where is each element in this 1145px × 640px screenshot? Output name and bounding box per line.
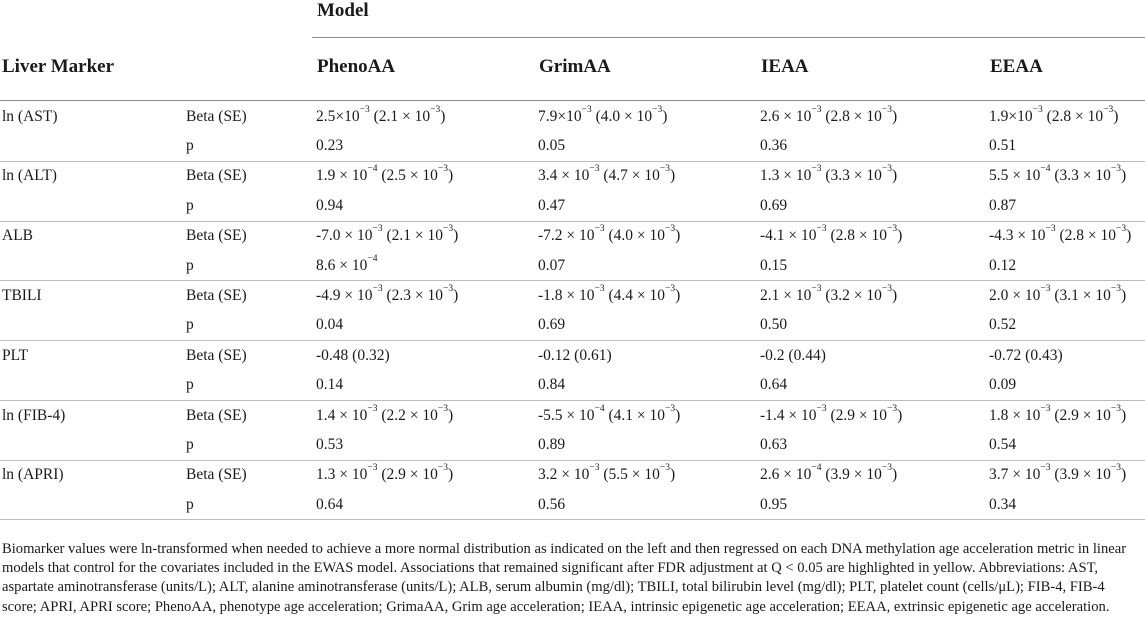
value-se: (2.1 × 10: [382, 227, 444, 245]
value-cell-phenoaa: [316, 161, 538, 191]
value-se: (2.8 × 10: [826, 227, 888, 245]
value-base: -7.2 × 10: [538, 227, 595, 245]
value-base: 7.9×10: [538, 107, 582, 125]
value-close: ): [448, 466, 454, 484]
table-footnote: [2, 540, 1142, 617]
value-exponent: −4: [367, 253, 378, 264]
value-base: 0.56: [538, 495, 566, 513]
col-header-ieaa: IEAA: [761, 56, 809, 77]
value-se-exponent: −3: [437, 403, 448, 414]
value-cell-ieaa: [760, 102, 989, 131]
value-cell-grimaa: [538, 191, 760, 221]
liver-marker-cell: [0, 191, 186, 221]
value-base: 0.07: [538, 256, 566, 274]
value-se: (4.1 × 10: [604, 406, 666, 424]
beta-se-row: [0, 400, 1145, 430]
liver-marker-cell: ln (ALT): [2, 167, 57, 185]
beta-se-row: [0, 341, 1145, 371]
value-se-exponent: −3: [443, 224, 454, 235]
value-cell-grimaa: [538, 490, 760, 520]
value-base: 0.52: [989, 316, 1017, 334]
value-cell-eeaa: [989, 102, 1145, 131]
value-exponent: −3: [367, 463, 378, 474]
value-close: ): [453, 287, 459, 305]
value-base: 0.89: [538, 435, 566, 453]
statistic-cell: Beta (SE): [186, 346, 247, 364]
value-base: 0.12: [989, 256, 1017, 274]
value-se-exponent: −3: [659, 164, 670, 175]
value-cell-grimaa: [538, 311, 760, 341]
value-base: 0.04: [316, 316, 344, 334]
value-close: ): [675, 406, 681, 424]
value-cell-grimaa: [538, 460, 760, 490]
value-base: 0.53: [316, 435, 344, 453]
value-se-exponent: −3: [652, 104, 663, 115]
col-header-phenoaa: PhenoAA: [317, 56, 396, 77]
value-base: 0.34: [989, 495, 1017, 513]
liver-marker-cell: [0, 251, 186, 281]
value-base: 8.6 × 10: [316, 256, 368, 274]
value-exponent: −3: [811, 104, 822, 115]
value-cell-eeaa: [989, 251, 1145, 281]
value-exponent: −3: [816, 224, 827, 235]
p-value-row: [0, 430, 1145, 460]
value-close: ): [897, 227, 903, 245]
value-se: (3.2 × 10: [821, 287, 882, 305]
value-cell-eeaa: [989, 131, 1145, 161]
value-base: -4.9 × 10: [316, 287, 373, 305]
model-group-header: Model: [317, 0, 369, 21]
value-exponent: −3: [594, 284, 605, 295]
value-cell-grimaa: [538, 102, 760, 131]
p-value-row: [0, 311, 1145, 341]
value-cell-ieaa: [760, 191, 989, 221]
liver-marker-cell: ln (AST): [2, 107, 58, 125]
value-se: (2.5 × 10: [377, 167, 438, 185]
value-exponent: −4: [594, 403, 605, 414]
p-value-row: [0, 251, 1145, 281]
statistic-cell: Beta (SE): [186, 227, 247, 245]
value-cell-ieaa: [760, 400, 989, 430]
value-cell-grimaa: [538, 131, 760, 161]
statistic-cell: p: [186, 430, 316, 460]
results-table-body: [0, 102, 1145, 520]
value-base: 3.4 × 10: [538, 167, 590, 185]
value-se-exponent: −3: [887, 403, 898, 414]
value-exponent: −3: [589, 463, 600, 474]
statistic-cell: p: [186, 191, 316, 221]
value-se: (3.3 × 10: [821, 167, 882, 185]
value-base: 0.05: [538, 137, 566, 155]
value-close: ): [448, 167, 454, 185]
value-base: -5.5 × 10: [538, 406, 595, 424]
value-se: (2.9 × 10: [826, 406, 888, 424]
liver-marker-cell: PLT: [2, 346, 29, 364]
value-cell-ieaa: [760, 460, 989, 490]
p-value-row: [0, 131, 1145, 161]
value-se-exponent: −3: [881, 463, 892, 474]
value-cell-eeaa: [989, 281, 1145, 311]
value-close: ): [1113, 107, 1119, 125]
value-se-exponent: −3: [1116, 224, 1127, 235]
value-base: 0.09: [989, 376, 1017, 394]
value-base: 0.64: [316, 495, 344, 513]
value-cell-phenoaa: [316, 251, 538, 281]
value-cell-eeaa: [989, 490, 1145, 520]
value-exponent: −3: [367, 403, 378, 414]
value-base: -1.4 × 10: [760, 406, 817, 424]
statistic-cell: p: [186, 311, 316, 341]
liver-marker-cell: [0, 131, 186, 161]
value-exponent: −3: [359, 104, 370, 115]
footnote-micro-symbol: μ: [998, 579, 1007, 596]
value-se-exponent: −3: [1110, 284, 1121, 295]
value-close: ): [670, 466, 676, 484]
value-cell-ieaa: [760, 251, 989, 281]
value-close: ): [1121, 466, 1127, 484]
value-cell-eeaa: [989, 191, 1145, 221]
value-se: (2.1 × 10: [369, 107, 431, 125]
value-se-exponent: −3: [659, 463, 670, 474]
value-se: (4.0 × 10: [591, 107, 653, 125]
value-base: 2.1 × 10: [760, 287, 812, 305]
value-se: (3.9 × 10: [821, 466, 882, 484]
value-base: 0.14: [316, 376, 344, 394]
value-base: -1.8 × 10: [538, 287, 595, 305]
value-se-exponent: −3: [1103, 104, 1114, 115]
value-se: (3.3 × 10: [1050, 167, 1111, 185]
liver-marker-cell: ALB: [2, 227, 33, 245]
value-close: ): [892, 287, 898, 305]
value-base: 2.5×10: [316, 107, 360, 125]
value-base: 0.63: [760, 435, 788, 453]
value-close: ): [1121, 406, 1127, 424]
value-base: 0.69: [538, 316, 566, 334]
p-value-row: [0, 191, 1145, 221]
value-close: ): [892, 107, 898, 125]
value-base: 3.7 × 10: [989, 466, 1041, 484]
value-close: ): [448, 406, 454, 424]
value-base: 0.15: [760, 256, 788, 274]
beta-se-row: [0, 161, 1145, 191]
value-se-exponent: −3: [665, 403, 676, 414]
statistic-cell: Beta (SE): [186, 287, 247, 305]
value-cell-grimaa: [538, 251, 760, 281]
value-base: 1.4 × 10: [316, 406, 368, 424]
value-base: 1.9×10: [989, 107, 1033, 125]
value-cell-eeaa: [989, 161, 1145, 191]
value-se: (2.8 × 10: [1055, 227, 1117, 245]
value-cell-phenoaa: [316, 191, 538, 221]
value-se-exponent: −3: [430, 104, 441, 115]
value-cell-ieaa: [760, 341, 989, 371]
value-se: (2.2 × 10: [377, 406, 438, 424]
value-cell-phenoaa: [316, 131, 538, 161]
col-header-grimaa: GrimAA: [539, 56, 611, 77]
value-se-exponent: −3: [665, 224, 676, 235]
value-exponent: −3: [372, 284, 383, 295]
value-cell-ieaa: [760, 221, 989, 251]
value-se: (2.9 × 10: [377, 466, 438, 484]
value-close: ): [453, 227, 459, 245]
statistic-cell: p: [186, 251, 316, 281]
value-exponent: −3: [372, 224, 383, 235]
value-exponent: −3: [816, 403, 827, 414]
value-close: ): [675, 227, 681, 245]
statistic-cell: Beta (SE): [186, 107, 247, 125]
value-base: 0.23: [316, 137, 344, 155]
value-cell-eeaa: [989, 371, 1145, 401]
value-cell-eeaa: [989, 311, 1145, 341]
value-exponent: −3: [589, 164, 600, 175]
value-base: 0.54: [989, 435, 1017, 453]
value-se-exponent: −3: [881, 284, 892, 295]
value-cell-grimaa: [538, 161, 760, 191]
value-cell-grimaa: [538, 281, 760, 311]
value-exponent: −3: [1045, 224, 1056, 235]
value-exponent: −3: [581, 104, 592, 115]
footnote-text-part1: Biomarker values were ln-transformed when needed to achieve a more normal distribution as indicated on the left and then regressed on each DNA methylation age acceleration metric in linear models that control for the covariates included in the EWAS model. Associations that remained significant after FDR adjustment at Q < 0.05 are highlighted in yellow. Abbreviations: AST, aspartate aminotransferase (units/L); ALT, alanine aminotransferase (units/L); ALB, serum albumin (mg/dl); TBILI, total bilirubin level (mg/dl); PLT, platelet count (cells/: [2, 541, 1127, 596]
value-base: -0.2 (0.44): [760, 346, 826, 364]
value-cell-phenoaa: [316, 341, 538, 371]
results-table: [0, 102, 1145, 520]
liver-marker-cell: [0, 430, 186, 460]
value-cell-phenoaa: [316, 221, 538, 251]
value-se: (2.8 × 10: [1042, 107, 1104, 125]
value-se-exponent: −3: [1110, 463, 1121, 474]
value-exponent: −3: [1032, 104, 1043, 115]
value-exponent: −4: [811, 463, 822, 474]
value-cell-grimaa: [538, 371, 760, 401]
value-cell-eeaa: [989, 341, 1145, 371]
value-cell-grimaa: [538, 400, 760, 430]
value-cell-phenoaa: [316, 460, 538, 490]
value-cell-grimaa: [538, 221, 760, 251]
value-base: 0.94: [316, 196, 344, 214]
value-base: -0.12 (0.61): [538, 346, 612, 364]
value-base: 1.9 × 10: [316, 167, 368, 185]
value-cell-ieaa: [760, 311, 989, 341]
value-cell-phenoaa: [316, 371, 538, 401]
value-close: ): [670, 167, 676, 185]
value-cell-eeaa: [989, 400, 1145, 430]
value-se-exponent: −3: [881, 164, 892, 175]
value-base: 1.8 × 10: [989, 406, 1041, 424]
liver-marker-cell: [0, 311, 186, 341]
value-se-exponent: −3: [1110, 164, 1121, 175]
p-value-row: [0, 371, 1145, 401]
value-cell-grimaa: [538, 430, 760, 460]
liver-marker-cell: [0, 490, 186, 520]
value-close: ): [675, 287, 681, 305]
statistic-cell: Beta (SE): [186, 406, 247, 424]
value-se: (4.0 × 10: [604, 227, 666, 245]
value-cell-ieaa: [760, 371, 989, 401]
value-base: 0.64: [760, 376, 788, 394]
value-cell-eeaa: [989, 221, 1145, 251]
value-cell-ieaa: [760, 161, 989, 191]
value-base: -7.0 × 10: [316, 227, 373, 245]
value-se-exponent: −3: [887, 224, 898, 235]
value-cell-ieaa: [760, 490, 989, 520]
value-cell-phenoaa: [316, 102, 538, 131]
value-cell-eeaa: [989, 430, 1145, 460]
value-close: ): [892, 167, 898, 185]
value-cell-phenoaa: [316, 400, 538, 430]
col-header-eeaa: EEAA: [990, 56, 1043, 77]
value-se: (2.3 × 10: [382, 287, 444, 305]
footnote-text-part2: L); FIB-4, FIB-4 score; APRI, APRI score; PhenoAA, phenotype age acceleration; GrimaAA, Grim age acceleration; IEAA, intrinsic epigenetic age acceleration; EEAA, extrinsic epigenetic age acceleration.: [2, 579, 1110, 615]
value-cell-grimaa: [538, 341, 760, 371]
statistic-cell: p: [186, 490, 316, 520]
value-close: ): [897, 406, 903, 424]
value-base: 0.84: [538, 376, 566, 394]
value-base: -4.3 × 10: [989, 227, 1046, 245]
value-cell-phenoaa: [316, 430, 538, 460]
value-cell-ieaa: [760, 131, 989, 161]
value-exponent: −3: [811, 284, 822, 295]
value-base: 1.3 × 10: [316, 466, 368, 484]
value-cell-ieaa: [760, 430, 989, 460]
value-base: 2.0 × 10: [989, 287, 1041, 305]
header-bottom-rule: [0, 100, 1145, 101]
value-cell-eeaa: [989, 460, 1145, 490]
value-close: ): [1121, 287, 1127, 305]
value-exponent: −3: [1040, 463, 1051, 474]
value-base: 0.51: [989, 137, 1017, 155]
value-base: -0.48 (0.32): [316, 346, 390, 364]
value-base: 5.5 × 10: [989, 167, 1041, 185]
value-exponent: −3: [811, 164, 822, 175]
value-se: (4.4 × 10: [604, 287, 666, 305]
value-se: (2.9 × 10: [1050, 406, 1111, 424]
value-base: 2.6 × 10: [760, 107, 812, 125]
beta-se-row: [0, 460, 1145, 490]
value-se-exponent: −3: [443, 284, 454, 295]
beta-se-row: [0, 281, 1145, 311]
value-exponent: −3: [1040, 403, 1051, 414]
value-se-exponent: −3: [881, 104, 892, 115]
liver-marker-cell: ln (APRI): [2, 466, 64, 484]
row-header-liver-marker: Liver Marker: [2, 56, 115, 77]
beta-se-row: [0, 102, 1145, 131]
value-base: 0.36: [760, 137, 788, 155]
value-se-exponent: −3: [665, 284, 676, 295]
value-close: ): [662, 107, 668, 125]
value-close: ): [1126, 227, 1132, 245]
value-se-exponent: −3: [437, 463, 448, 474]
beta-se-row: [0, 221, 1145, 251]
value-se: (3.9 × 10: [1050, 466, 1111, 484]
value-base: 0.69: [760, 196, 788, 214]
value-base: 2.6 × 10: [760, 466, 812, 484]
value-close: ): [892, 466, 898, 484]
value-exponent: −4: [367, 164, 378, 175]
value-se: (3.1 × 10: [1050, 287, 1111, 305]
p-value-row: [0, 490, 1145, 520]
value-se: (2.8 × 10: [821, 107, 882, 125]
value-cell-phenoaa: [316, 490, 538, 520]
value-base: 1.3 × 10: [760, 167, 812, 185]
value-close: ): [1121, 167, 1127, 185]
model-group-rule: [312, 37, 1145, 38]
value-base: 0.50: [760, 316, 788, 334]
value-cell-ieaa: [760, 281, 989, 311]
value-base: -4.1 × 10: [760, 227, 817, 245]
value-base: -0.72 (0.43): [989, 346, 1063, 364]
statistic-cell: p: [186, 131, 316, 161]
value-se: (5.5 × 10: [599, 466, 660, 484]
value-base: 0.95: [760, 495, 788, 513]
statistic-cell: p: [186, 371, 316, 401]
value-base: 0.87: [989, 196, 1017, 214]
liver-marker-cell: ln (FIB-4): [2, 406, 66, 424]
value-base: 3.2 × 10: [538, 466, 590, 484]
value-cell-phenoaa: [316, 311, 538, 341]
value-base: 0.47: [538, 196, 566, 214]
value-close: ): [440, 107, 446, 125]
value-se-exponent: −3: [437, 164, 448, 175]
statistic-cell: Beta (SE): [186, 466, 247, 484]
value-cell-phenoaa: [316, 281, 538, 311]
liver-marker-cell: TBILI: [2, 287, 42, 305]
value-exponent: −3: [594, 224, 605, 235]
value-se: (4.7 × 10: [599, 167, 660, 185]
value-exponent: −4: [1040, 164, 1051, 175]
liver-marker-cell: [0, 371, 186, 401]
statistic-cell: Beta (SE): [186, 167, 247, 185]
value-se-exponent: −3: [1110, 403, 1121, 414]
value-exponent: −3: [1040, 284, 1051, 295]
